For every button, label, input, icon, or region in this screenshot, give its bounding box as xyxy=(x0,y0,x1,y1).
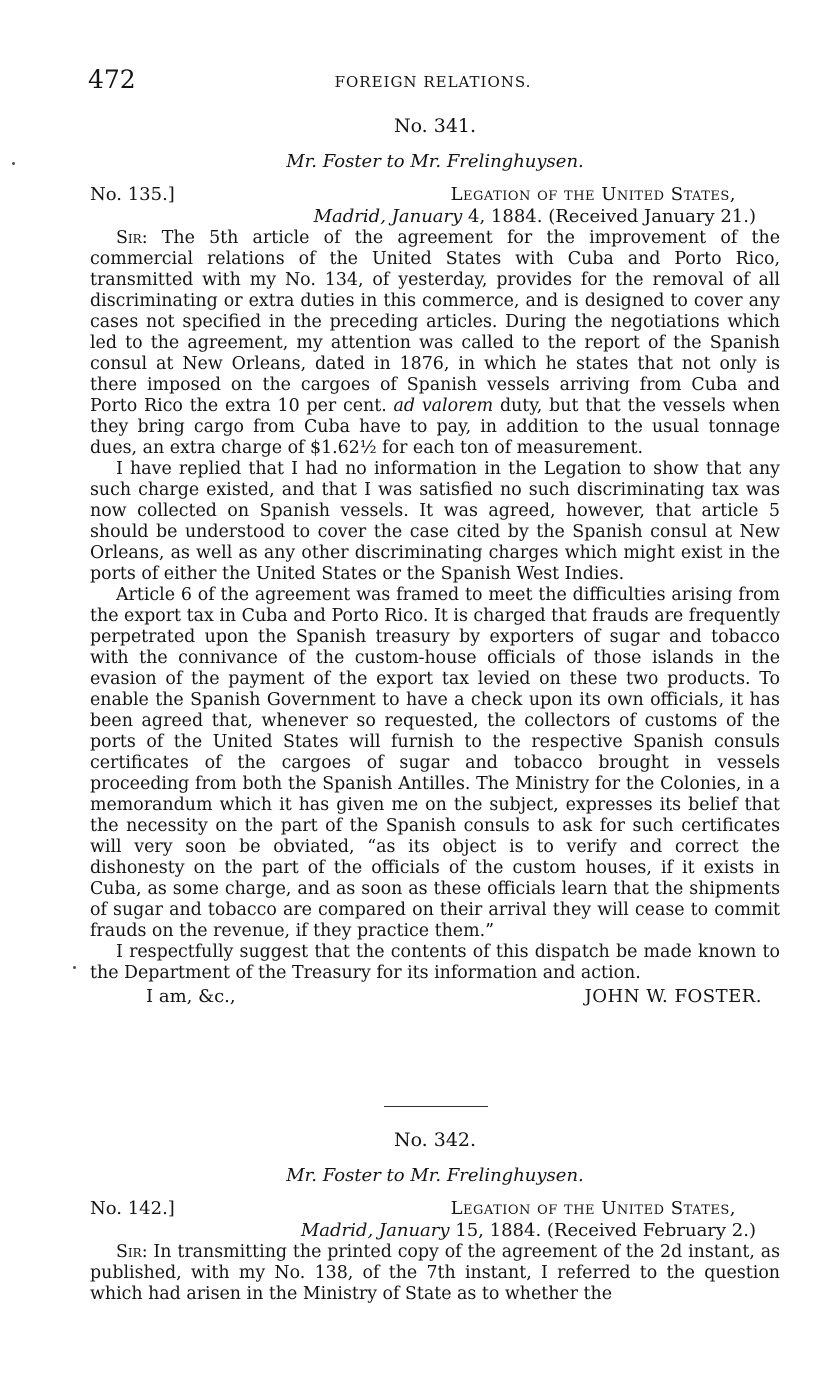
correspondents-line: Mr. Foster to Mr. Frelinghuysen. xyxy=(286,1165,584,1186)
date: 15, 1884. xyxy=(455,1220,542,1241)
latin-phrase: ad valorem xyxy=(393,396,494,416)
closing-salutation: I am, &c., xyxy=(146,986,236,1007)
document-number: No. 341. xyxy=(393,115,477,137)
page-number: 472 xyxy=(88,65,136,94)
salutation: Sir: xyxy=(116,1242,148,1262)
paragraph: I have replied that I had no information in the Legation to show that any such charge existed, and that I was satisfied no such discriminating tax was now collected on Spanish vessels. It was agreed, however, that article 5 should be understood to cover the case cited by the Spanish consul at New Orleans, as well as any other discriminating charges which might exist in the ports of either the United States or the Spanish West Indies. xyxy=(90,459,780,584)
paragraph xyxy=(90,1242,780,1305)
place: Madrid, xyxy=(300,1220,374,1241)
dateline xyxy=(90,206,756,228)
legation-name: Legation of the United States, xyxy=(450,184,736,205)
dispatch-body xyxy=(90,228,780,984)
signature: JOHN W. FOSTER. xyxy=(584,986,762,1007)
dispatch-heading xyxy=(90,1198,780,1220)
document-number: No. 342. xyxy=(393,1129,477,1151)
received-date: (Received January 21.) xyxy=(548,206,756,227)
page-header xyxy=(88,64,778,98)
paragraph xyxy=(90,228,780,459)
salutation: Sir: xyxy=(116,228,148,248)
dispatch-341 xyxy=(90,114,780,1010)
date: 4, 1884. xyxy=(468,206,543,227)
dispatch-342 xyxy=(90,1128,780,1305)
paragraph-text: The 5th article of the agreement for the improvement of the commercial relations of the United States with Cuba and Porto Rico, transmitted with my No. 134, of yesterday, provides for the removal of all discriminating or extra duties in this commerce, and is designed to cover any cases not specified in the preceding articles. During the negotiations which led to the agreement, my attention was called to the report of the Spanish consul at New Orleans, dated in 1876, in which he states that not only is there imposed on the cargoes of Spanish vessels arriving from Cuba and Porto Rico the extra 10 per cent. xyxy=(90,228,780,416)
dateline xyxy=(90,1220,756,1242)
paragraph: I respectfully suggest that the contents of this dispatch be made known to the Department of the Treasury for its information and action. xyxy=(90,942,780,983)
place: Madrid, xyxy=(313,206,386,227)
section-divider xyxy=(384,1106,488,1107)
dispatch-body xyxy=(90,1242,780,1305)
paper-speck xyxy=(12,162,15,165)
running-title: FOREIGN RELATIONS. xyxy=(334,73,532,91)
dispatch-heading xyxy=(90,184,780,206)
correspondents-line: Mr. Foster to Mr. Frelinghuysen. xyxy=(286,151,584,172)
dispatch-number: No. 135.] xyxy=(90,184,175,205)
month: January xyxy=(378,1220,450,1241)
closing-line xyxy=(90,986,780,1010)
paragraph-text: In transmitting the printed copy of the agreement of the 2d instant, as published, with my No. 138, of the 7th instant, I referred to the question which had arisen in the Ministry of State as to whether the xyxy=(90,1242,781,1304)
month: January xyxy=(391,206,463,227)
paragraph-text: duty, but that the vessels when they bring cargo from Cuba have to pay, in addition to the usual tonnage dues, an extra charge of $1.62½ for each ton of measurement. xyxy=(90,396,780,458)
paper-speck xyxy=(73,966,76,969)
received-date: (Received February 2.) xyxy=(546,1220,756,1241)
paragraph: Article 6 of the agreement was framed to meet the difficulties arising from the export tax in Cuba and Porto Rico. It is charged that frauds are frequently perpetrated upon the Spanish treasury by exporters of sugar and tobacco with the connivance of the custom-house officials of those islands in the evasion of the payment of the export tax levied on these two products. To enable the Spanish Government to have a check upon its own officials, it has been agreed that, whenever so requested, the collectors of customs of the ports of the United States will furnish to the respective Spanish consuls certificates of the cargoes of sugar and tobacco brought in vessels proceeding from both the Spanish Antilles. The Ministry for the Colonies, in a memorandum which it has given me on the subject, expresses its belief that the necessity on the part of the Spanish consuls to ask for such certificates will very soon be obviated, “as its object is to verify and correct the dishonesty on the part of the officials of the custom houses, if it exists in Cuba, as some charge, and as soon as these officials learn that the shipments of sugar and tobacco are compared on their arrival they will cease to commit frauds on the revenue, if they practice them.” xyxy=(90,585,780,941)
dispatch-number: No. 142.] xyxy=(90,1198,175,1219)
legation-name: Legation of the United States, xyxy=(450,1198,736,1219)
